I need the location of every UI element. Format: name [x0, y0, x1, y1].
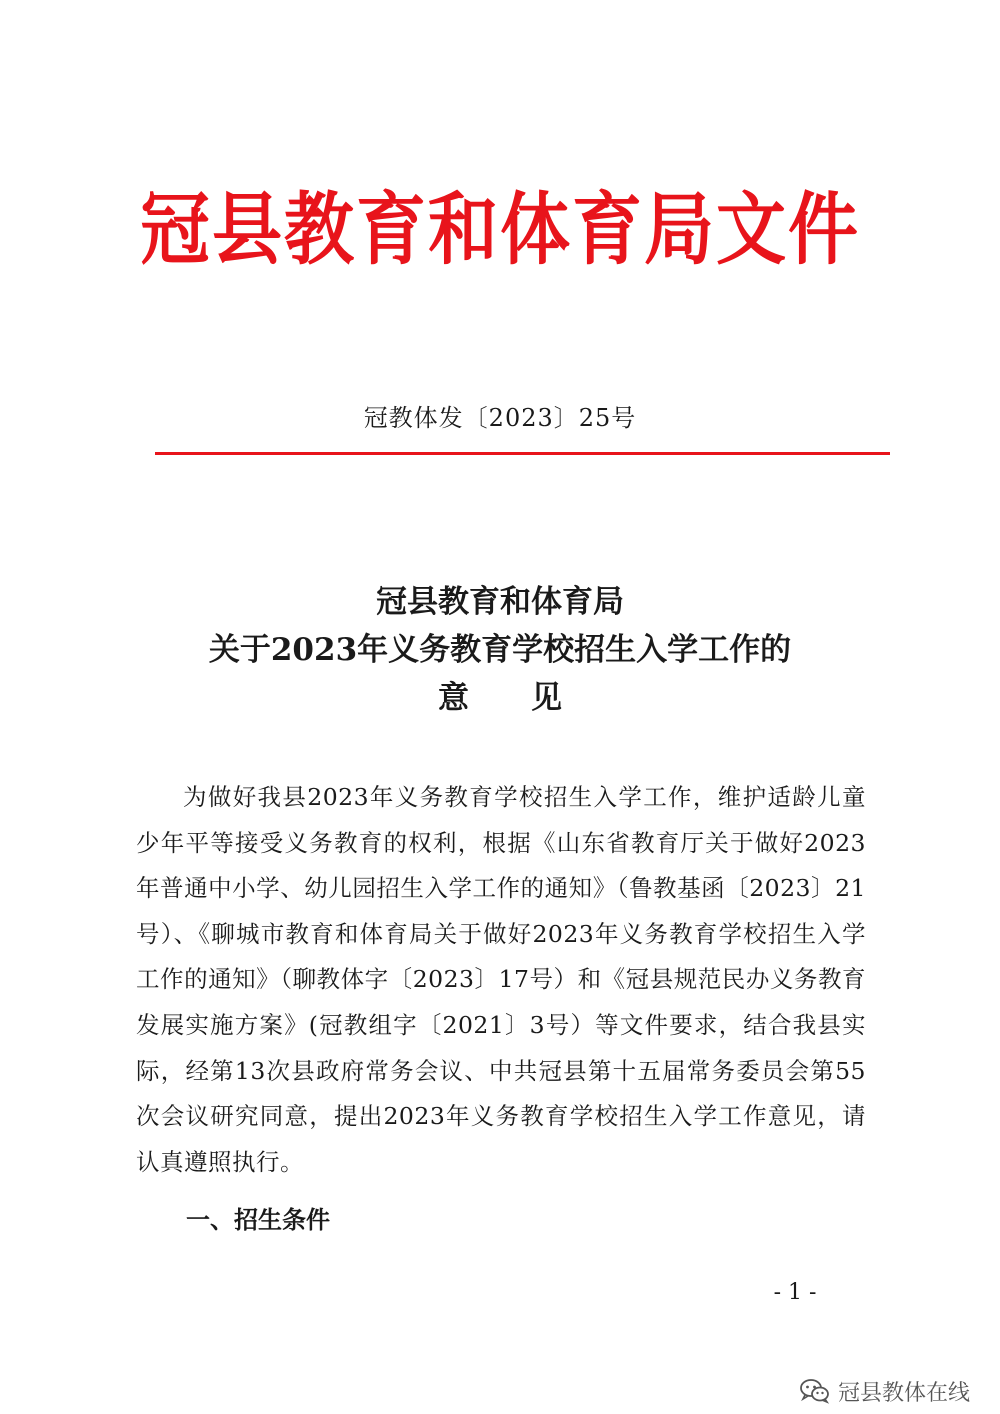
document-title: [0, 578, 1000, 722]
section-heading: 一、招生条件: [186, 1206, 330, 1234]
wechat-icon: [800, 1378, 830, 1404]
title-line-issuer: 冠县教育和体育局: [376, 584, 624, 620]
document-number: 冠教体发〔2023〕25号: [363, 404, 637, 432]
watermark: [800, 1374, 970, 1408]
red-divider-line: [155, 452, 890, 455]
body-paragraph: 为做好我县2023年义务教育学校招生入学工作，维护适龄儿童少年平等接受义务教育的权利，根据《山东省教育厅关于做好2023年普通中小学、幼儿园招生入学工作的通知》（鲁教基函〔2023〕21号）、《聊城市教育和体育局关于做好2023年义务教育学校招生入学工作的通知》（聊教体字〔2023〕17号）和《冠县规范民办义务教育发展实施方案》(冠教组字〔2021〕3号）等文件要求，结合我县实际，经第13次县政府常务会议、中共冠县第十五届常务委员会第55次会议研究同意，提出2023年义务教育学校招生入学工作意见，请认真遵照执行。: [136, 783, 866, 1176]
page-number: - 1 -: [773, 1280, 817, 1305]
title-opinion-char-1: 意: [438, 680, 469, 716]
title-opinion-char-2: 见: [531, 680, 562, 716]
title-line-opinion: [0, 674, 1000, 722]
title-line-subject: 关于2023年义务教育学校招生入学工作的: [208, 632, 792, 668]
masthead-title: 冠县教育和体育局文件: [140, 183, 860, 276]
watermark-text: 冠县教体在线: [837, 1380, 970, 1406]
